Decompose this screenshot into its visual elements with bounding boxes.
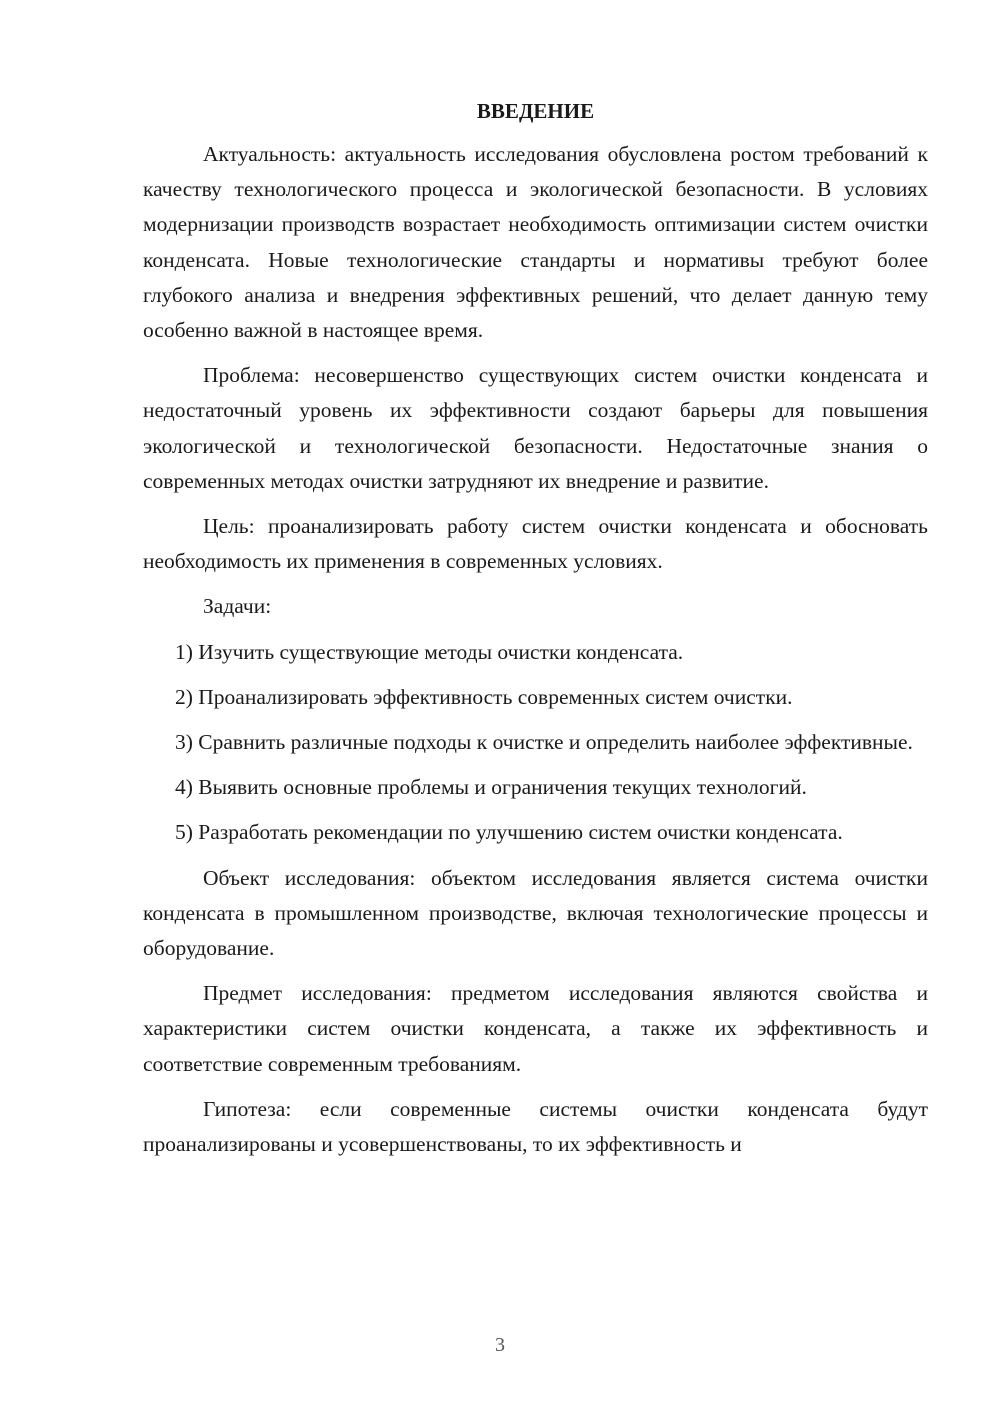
document-page (143, 96, 928, 1172)
task-item-5: 5) Разработать рекомендации по улучшению систем очистки конденсата. (175, 820, 843, 845)
task-item-1: 1) Изучить существующие методы очистки конденсата. (175, 639, 684, 664)
paragraph-hypothesis: Гипотеза: если современные системы очистки конденсата будут проанализированы и усовершенствованы, то их эффективность и (143, 1096, 928, 1157)
paragraph-problem: Проблема: несовершенство существующих систем очистки конденсата и недостаточный уровень их эффективности создают барьеры для повышения экологической и технологической безопасности. Недостаточные знания о современных методах очистки затрудняют их внедрение и развитие. (143, 363, 928, 493)
section-title: ВВЕДЕНИЕ (476, 99, 595, 123)
paragraph-object: Объект исследования: объектом исследования является система очистки конденсата в промышленном производстве, включая технологические процессы и оборудование. (143, 865, 928, 961)
paragraph-relevance: Актуальность: актуальность исследования обусловлена ростом требований к качеству технологического процесса и экологической безопасности. В условиях модернизации производств возрастает необходимость оптимизации систем очистки конденсата. Новые технологические стандарты и нормативы требуют более глубокого анализа и внедрения эффективных решений, что делает данную тему особенно важной в настоящее время. (143, 142, 928, 343)
paragraph-goal: Цель: проанализировать работу систем очистки конденсата и обосновать необходимость их применения в современных условиях. (143, 514, 928, 574)
page-number: 3 (495, 1334, 505, 1356)
task-item-3: 3) Сравнить различные подходы к очистке и определить наиболее эффективные. (175, 730, 913, 755)
task-item-4: 4) Выявить основные проблемы и ограничения текущих технологий. (175, 775, 807, 800)
paragraph-tasks-heading: Задачи: (203, 594, 272, 619)
paragraph-subject: Предмет исследования: предметом исследования являются свойства и характеристики систем очистки конденсата, а также их эффективность и соответствие современным требованиям. (143, 981, 928, 1076)
task-item-2: 2) Проанализировать эффективность современных систем очистки. (175, 684, 793, 709)
